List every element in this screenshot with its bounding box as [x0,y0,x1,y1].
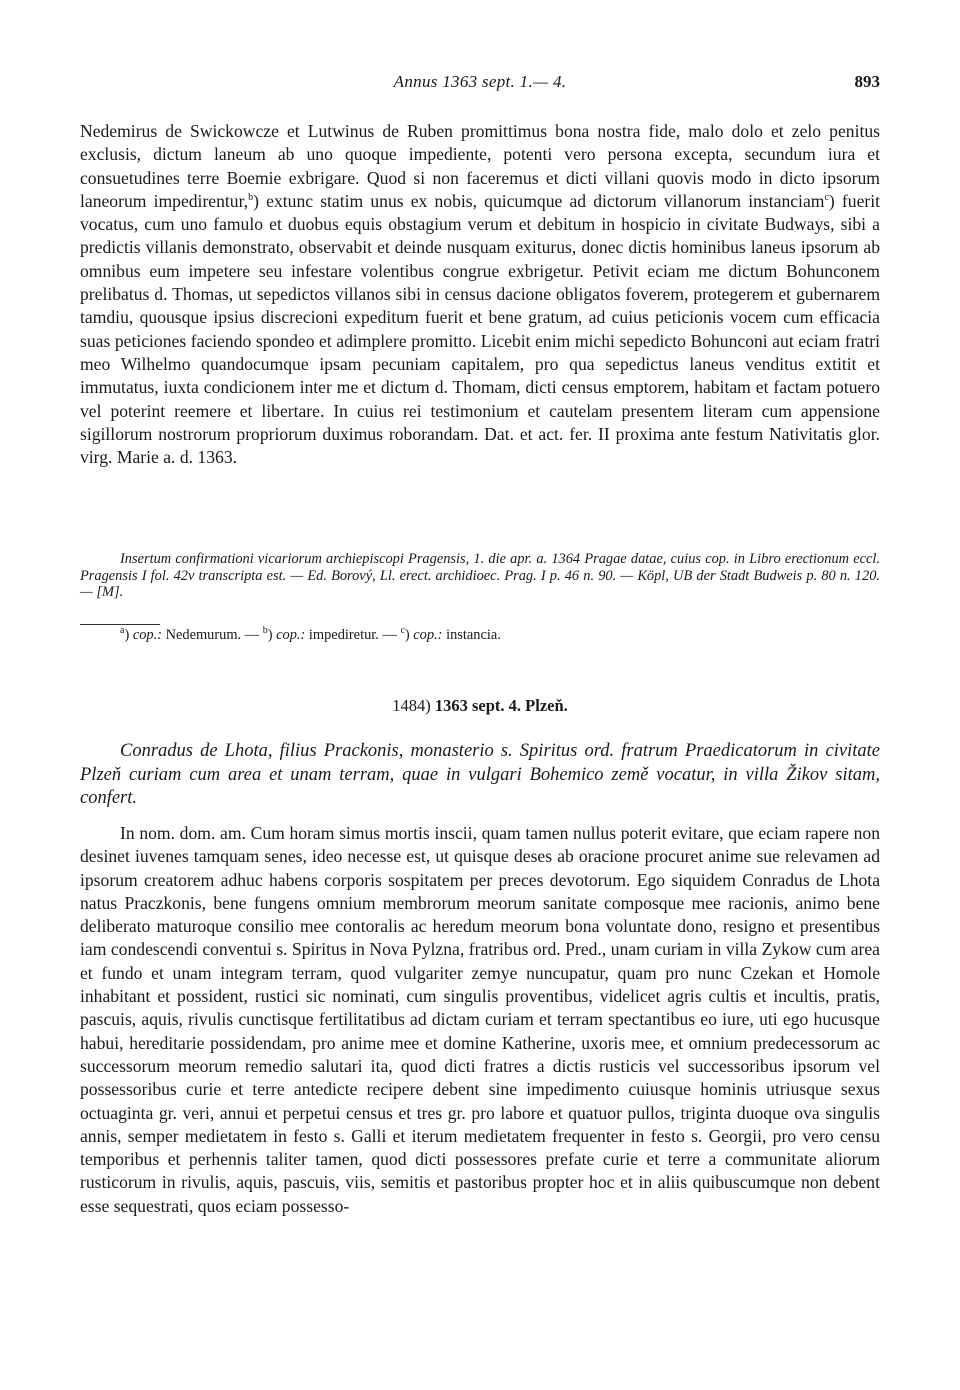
footnotes: $^a$) cop.: Nedemurum. — $^b$) cop.: impediretur. — $^c$) cop.: instancia. [120,625,501,643]
continuation-text-3: ) fuerit vocatus, cum uno famulo et duobus equis obstagium verum et debitum in hospicio in civitate Budways, sibi a predictis villanis demonstrato, observabit et deinde nusquam exiturus, donec dictis hominibus laneus ipsorum ab omnibus eum impetere seu infestare volentibus congrue exbrigetur. Petivit eciam me dictum Bohunconem prelibatus d. Thomas, ut sepedictos villanos sibi in census dacione obligatos foverem, protegerem et gubernarem tamdiu, quousque ipsius discrecioni expeditum fuerit et bene gratum, ad cuius peticionis vocem cum efficacia suas peticiones faciendo spondeo et adimplere promitto. Licebit enim michi sepedicto Bohunconi aut eciam fratri meo Wilhelmo quandocumque ipsam pecuniam capitalem, pro qua sepedictus laneus venditus extitit et immutatus, iuxta condicionem inter me et dictum d. Thomam, dicti census emptorem, habitam et factam potuero vel poterint reemere et libertare. In cuius rei testimonium et cautelam presentem literam cum appensione sigillorum nostrorum propriorum duximus roborandam. Dat. et act. fer. II proxima ante festum Nativitatis glor. virg. Marie a. d. 1363. [80,190,881,468]
document-number: 1484) [392,696,431,715]
provenance-note: Insertum confirmationi vicariorum archiepiscopi Pragensis, 1. die apr. a. 1364 Pragae datae, cuius cop. in Libro erectionum eccl. Pragensis I fol. 42v transcripta est. — Ed. Borový, Ll. erect. archidioec. Prag. I p. 46 n. 90. — Köpl, UB der Stadt Budweis p. 80 n. 120. — [M]. [80,551,880,600]
document-date-place: 1363 sept. 4. Plzeň. [434,696,568,715]
note-mark-b: b [248,192,254,204]
note-mark-c: c [824,192,829,204]
footnote-a: $^a$) cop.: Nedemurum. [120,625,242,643]
footnote-c: $^c$) cop.: instancia. [400,625,501,643]
document-regest: Conradus de Lhota, filius Prackonis, monasterio s. Spiritus ord. fratrum Praedicatorum in civitate Plzeň curiam cum area et unam terram, quae in vulgari Bohemico země vocatur, in villa Žikov sitam, confert. [80,741,880,808]
document-heading [80,696,880,716]
continuation-paragraph [80,120,880,469]
footnote-b: $^b$) cop.: impediretur. [262,625,379,643]
document-text: In nom. dom. am. Cum horam simus mortis inscii, quam tamen nullus poterit evitare, que eciam rapere non desinet iuvenes tamquam senes, ideo necesse est, ut quisque deses ab oracione procuret anime sue relevamen ad ipsorum creatorem adhuc habens corporis sospitatem per preces devotorum. Ego siquidem Conradus de Lhota natus Praczkonis, bene fungens omnium membrorum meorum sanitate composque mee racionis, animo bene deliberato maturoque consilio mee contoralis ac heredum meorum bona voluntate dono, resigno et presentibus iam condescendi conventui s. Spiritus in Nova Pylzna, fratribus ord. Pred., unam curiam in villa Zykow cum area et fundo et unam integram terram, quod vulgariter zemye nuncupatur, quam pro nunc Czekan et Homole inhabitant et possident, rustici sic nominati, cum singulis proventibus, videlicet agris cultis et incultis, pratis, pascuis, aquis, rivulis cunctisque fertilitatibus ad dictam curiam et terram spectantibus eo iure, uti ego hucusque habui, hereditarie possidendam, pro anime mee et domine Katherine, uxoris mee, et omnium predecessorum ac successorum meorum remedio salutari ita, quod dicti fratres a dictis rusticis vel successoribus ipsorum vel possessoribus curie et terre antedicte recipere debent sine impedimento cuiusque hominis utriusque sexus octuaginta gr. veri, annui et perpetui census et tres gr. pro labore et quatuor pullos, triginta duoque ova singulis annis, semper medietatem in festo s. Galli et iterum medietatem frequenter in festo s. Georgii, pro vero censu temporibus et perhennis taliter tamen, quod dicti possessores prefate curie et terre a communitate aliorum rusticorum in rivulis, aquis, pascuis, viis, semitis et pastoribus propter hoc et in aliis quibuscumque non debent esse sequestrati, quos eciam possesso- [80,823,880,1216]
page-number: 893 [854,72,880,91]
page-header [80,72,880,96]
continuation-text-1: Nedemirus de Swickowcze et Lutwinus de Ruben promittimus bona nostra fide, malo dolo et zelo penitus exclusis, dictum laneum ab uno quoque impediente, potenti vero persona excepta, secundum iura et consuetudines terre Boemie exbrigare. Quod si non faceremus et dicti villani quovis modo in dicto ipsorum laneorum impedirentur, [80,121,880,211]
running-head: Annus 1363 sept. 1.— 4. [393,72,567,91]
continuation-text-2: ) extunc statim unus ex nobis, quicumque ad dictorum villanorum instanciam [253,190,825,211]
